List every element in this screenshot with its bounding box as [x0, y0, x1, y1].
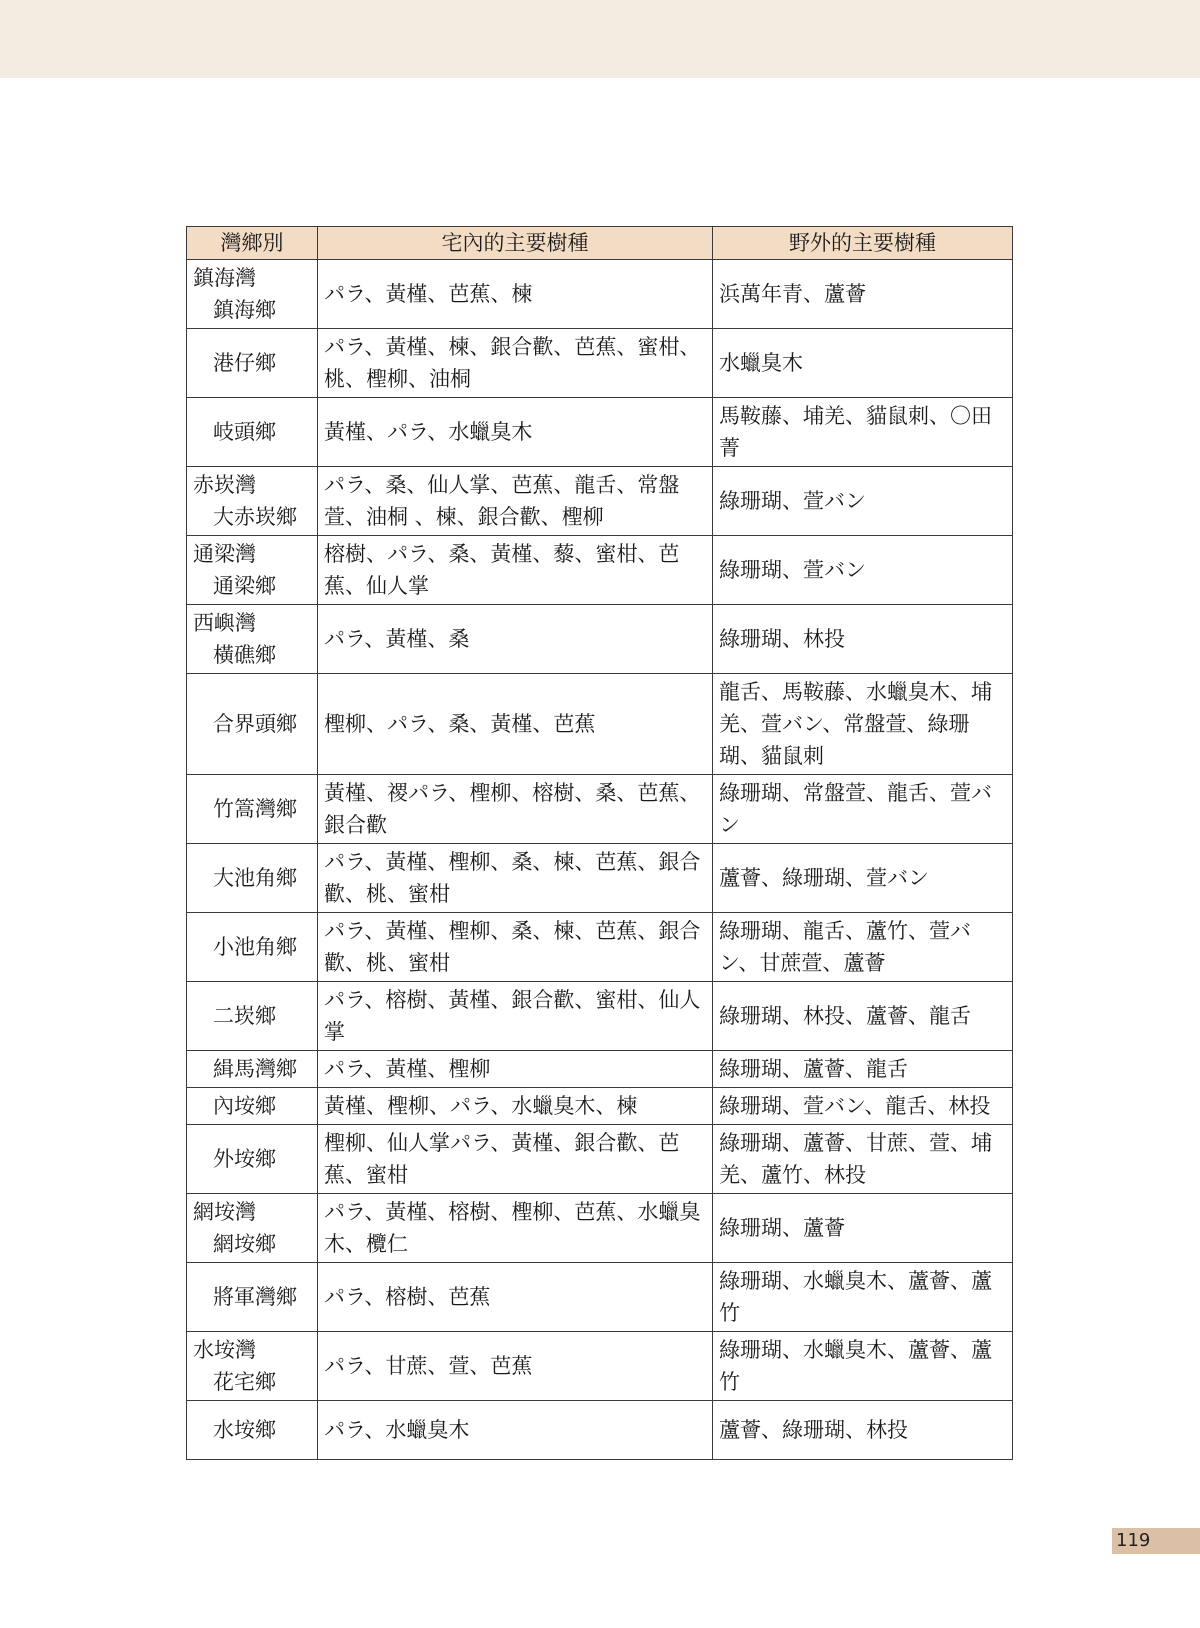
bay-village-cell	[187, 1263, 318, 1332]
outside-species-cell: 綠珊瑚、水蠟臭木、蘆薈、蘆竹	[713, 1263, 1013, 1332]
bay-name: 鎮海灣	[193, 266, 256, 290]
village-name: 二崁鄉	[213, 1004, 276, 1028]
village-name: 竹篙灣鄉	[213, 797, 297, 821]
inside-species-cell: パラ、黃槿、楝、銀合歡、芭蕉、蜜柑、桃、檉柳、油桐	[318, 329, 713, 398]
bay-village-cell	[187, 1401, 318, 1460]
table-row	[187, 844, 1013, 913]
village-name: 小池角鄉	[213, 935, 297, 959]
bay-village-cell	[187, 398, 318, 467]
table-row	[187, 329, 1013, 398]
bay-village-cell	[187, 1194, 318, 1263]
outside-species-cell: 綠珊瑚、蘆薈、甘蔗、萱、埔羌、蘆竹、林投	[713, 1125, 1013, 1194]
table-row	[187, 775, 1013, 844]
village-name: 網垵鄉	[213, 1232, 276, 1256]
outside-species-cell: 綠珊瑚、水蠟臭木、蘆薈、蘆竹	[713, 1332, 1013, 1401]
header-inside-species: 宅內的主要樹種	[318, 227, 713, 260]
bay-village-cell	[187, 1051, 318, 1088]
village-name: 水垵鄉	[213, 1418, 276, 1442]
table-row	[187, 1051, 1013, 1088]
outside-species-cell: 綠珊瑚、萱バン	[713, 536, 1013, 605]
inside-species-cell: パラ、黃槿、檉柳、桑、楝、芭蕉、銀合歡、桃、蜜柑	[318, 913, 713, 982]
outside-species-cell: 水蠟臭木	[713, 329, 1013, 398]
village-name: 岐頭鄉	[213, 420, 276, 444]
inside-species-cell: パラ、黃槿、桑	[318, 605, 713, 674]
inside-species-cell: 檉柳、仙人掌パラ、黃槿、銀合歡、芭蕉、蜜柑	[318, 1125, 713, 1194]
village-name: 橫礁鄉	[213, 643, 276, 667]
village-name: 大池角鄉	[213, 866, 297, 890]
inside-species-cell: パラ、黃槿、榕樹、檉柳、芭蕉、水蠟臭木、欖仁	[318, 1194, 713, 1263]
bay-village-cell	[187, 1088, 318, 1125]
outside-species-cell: 綠珊瑚、萱バン	[713, 467, 1013, 536]
village-name: 鎮海鄉	[213, 298, 276, 322]
bay-village-cell	[187, 1125, 318, 1194]
inside-species-cell: パラ、桑、仙人掌、芭蕉、龍舌、常盤萱、油桐 、楝、銀合歡、檉柳	[318, 467, 713, 536]
bay-village-cell	[187, 674, 318, 775]
table-row	[187, 1194, 1013, 1263]
outside-species-cell: 綠珊瑚、蘆薈	[713, 1194, 1013, 1263]
table-row	[187, 1125, 1013, 1194]
inside-species-cell: パラ、黃槿、芭蕉、楝	[318, 260, 713, 329]
bay-village-cell	[187, 982, 318, 1051]
table-row	[187, 260, 1013, 329]
outside-species-cell: 綠珊瑚、林投	[713, 605, 1013, 674]
village-name: 將軍灣鄉	[213, 1285, 297, 1309]
bay-village-cell	[187, 844, 318, 913]
outside-species-cell: 綠珊瑚、蘆薈、龍舌	[713, 1051, 1013, 1088]
page-number: 119	[1116, 1530, 1151, 1551]
outside-species-cell: 浜萬年青、蘆薈	[713, 260, 1013, 329]
inside-species-cell: パラ、黃槿、檉柳、桑、楝、芭蕉、銀合歡、桃、蜜柑	[318, 844, 713, 913]
outside-species-cell: 馬鞍藤、埔羌、貓鼠刺、〇田菁	[713, 398, 1013, 467]
table-row	[187, 1332, 1013, 1401]
table-row	[187, 605, 1013, 674]
inside-species-cell: 黃槿、禝パラ、檉柳、榕樹、桑、芭蕉、銀合歡	[318, 775, 713, 844]
outside-species-cell: 龍舌、馬鞍藤、水蠟臭木、埔羌、萱バン、常盤萱、綠珊瑚、貓鼠刺	[713, 674, 1013, 775]
table-row	[187, 913, 1013, 982]
village-name: 內垵鄉	[213, 1094, 276, 1118]
bay-village-cell	[187, 260, 318, 329]
table-row	[187, 1401, 1013, 1460]
tree-species-table	[186, 226, 1013, 1460]
bay-name: 通梁灣	[193, 542, 256, 566]
village-name: 港仔鄉	[213, 351, 276, 375]
table-row	[187, 674, 1013, 775]
header-bay-village: 灣鄉別	[187, 227, 318, 260]
bay-village-cell	[187, 605, 318, 674]
bay-name: 赤崁灣	[193, 473, 256, 497]
bay-village-cell	[187, 536, 318, 605]
table-row	[187, 982, 1013, 1051]
inside-species-cell: パラ、榕樹、黃槿、銀合歡、蜜柑、仙人掌	[318, 982, 713, 1051]
table-row	[187, 398, 1013, 467]
page-number-tab	[1112, 1528, 1200, 1554]
table-row	[187, 467, 1013, 536]
inside-species-cell: 黃槿、檉柳、パラ、水蠟臭木、楝	[318, 1088, 713, 1125]
outside-species-cell: 綠珊瑚、常盤萱、龍舌、萱バン	[713, 775, 1013, 844]
table-row	[187, 536, 1013, 605]
outside-species-cell: 綠珊瑚、林投、蘆薈、龍舌	[713, 982, 1013, 1051]
village-name: 緝馬灣鄉	[213, 1057, 297, 1081]
bay-village-cell	[187, 1332, 318, 1401]
village-name: 花宅鄉	[213, 1370, 276, 1394]
inside-species-cell: パラ、甘蔗、萱、芭蕉	[318, 1332, 713, 1401]
outside-species-cell: 綠珊瑚、龍舌、蘆竹、萱バン、甘蔗萱、蘆薈	[713, 913, 1013, 982]
bay-name: 水垵灣	[193, 1338, 256, 1362]
outside-species-cell: 蘆薈、綠珊瑚、萱バン	[713, 844, 1013, 913]
bay-village-cell	[187, 775, 318, 844]
inside-species-cell: 檉柳、パラ、桑、黃槿、芭蕉	[318, 674, 713, 775]
header-band	[0, 0, 1200, 78]
inside-species-cell: パラ、水蠟臭木	[318, 1401, 713, 1460]
table-row	[187, 1088, 1013, 1125]
table-row	[187, 1263, 1013, 1332]
inside-species-cell: 黃槿、パラ、水蠟臭木	[318, 398, 713, 467]
village-name: 外垵鄉	[213, 1147, 276, 1171]
bay-village-cell	[187, 913, 318, 982]
inside-species-cell: 榕樹、パラ、桑、黃槿、藜、蜜柑、芭蕉、仙人掌	[318, 536, 713, 605]
village-name: 合界頭鄉	[213, 712, 297, 736]
inside-species-cell: パラ、榕樹、芭蕉	[318, 1263, 713, 1332]
bay-village-cell	[187, 329, 318, 398]
inside-species-cell: パラ、黃槿、檉柳	[318, 1051, 713, 1088]
table-header-row	[187, 227, 1013, 260]
outside-species-cell: 綠珊瑚、萱バン、龍舌、林投	[713, 1088, 1013, 1125]
village-name: 大赤崁鄉	[213, 505, 297, 529]
bay-name: 網垵灣	[193, 1200, 256, 1224]
bay-village-cell	[187, 467, 318, 536]
header-outside-species: 野外的主要樹種	[713, 227, 1013, 260]
bay-name: 西嶼灣	[193, 611, 256, 635]
outside-species-cell: 蘆薈、綠珊瑚、林投	[713, 1401, 1013, 1460]
village-name: 通梁鄉	[213, 574, 276, 598]
